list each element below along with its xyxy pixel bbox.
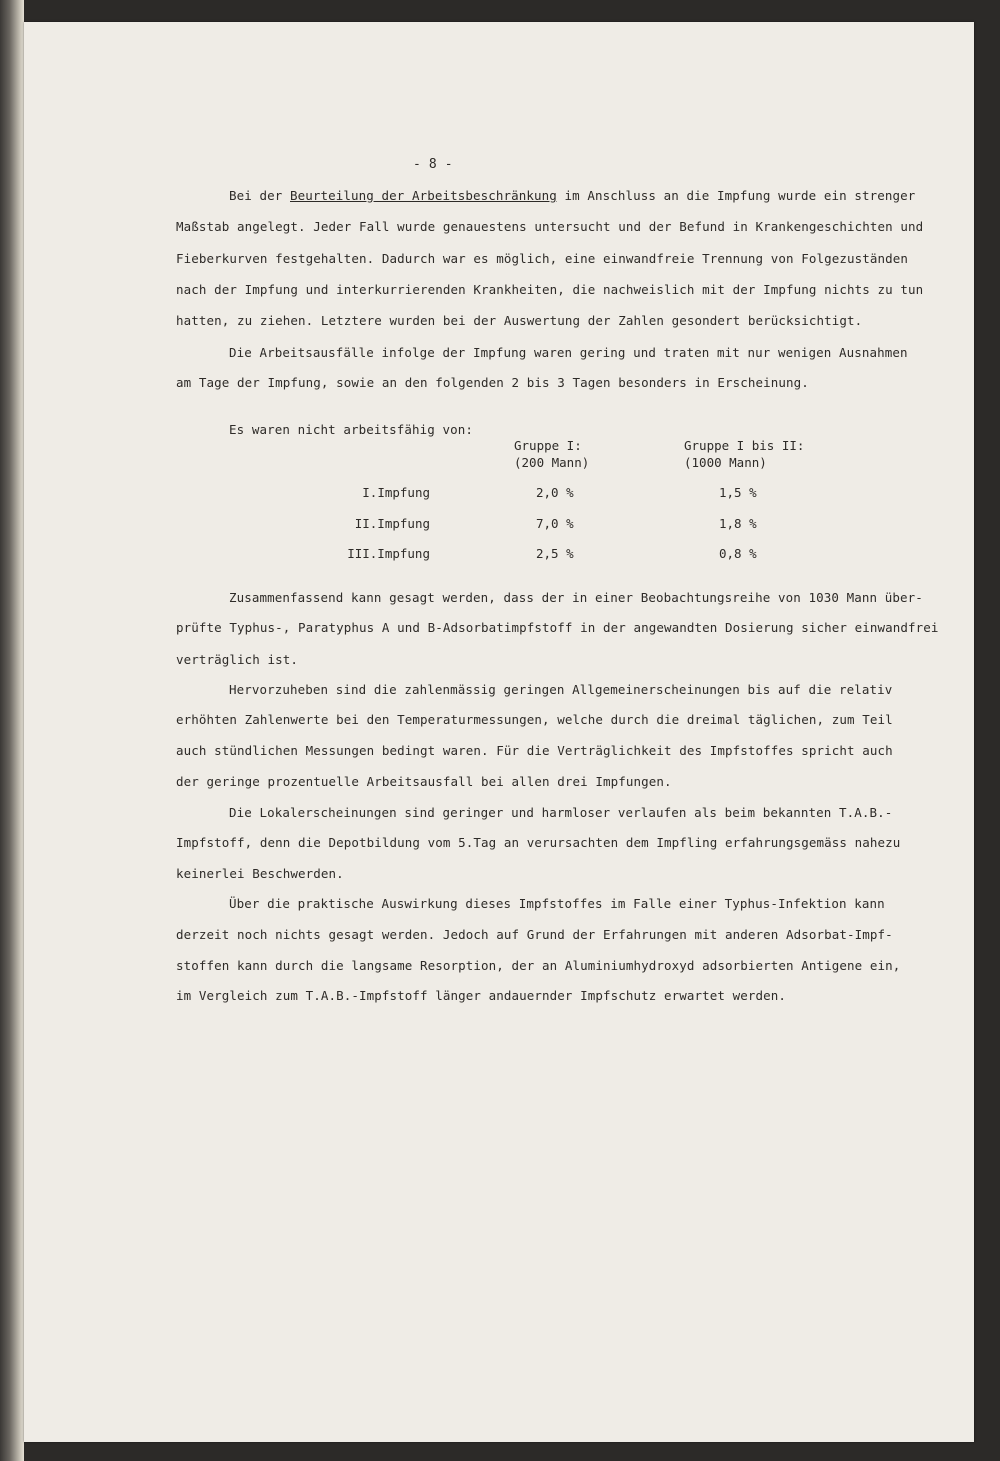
- para5-line2: Impfstoff, denn die Depotbildung vom 5.Tag an verursachten dem Impfling erfahrungsgemäss nahezu: [176, 835, 901, 850]
- table-row-label: III.Impfung: [347, 546, 430, 561]
- para1-line1-post: im Anschluss an die Impfung wurde ein strenger: [556, 188, 916, 203]
- table-cell-g2: 1,5 %: [719, 485, 757, 500]
- book-binding-edge: [0, 0, 24, 1461]
- para5-line1: Die Lokalerscheinungen sind geringer und harmloser verlaufen als beim bekannten T.A.B.-: [229, 805, 893, 820]
- para1-line2: Maßstab angelegt. Jeder Fall wurde genauestens untersucht und der Befund in Krankengeschichten und: [176, 219, 924, 234]
- table-intro: Es waren nicht arbeitsfähig von:: [229, 422, 474, 437]
- para3-line1: Zusammenfassend kann gesagt werden, dass der in einer Beobachtungsreihe von 1030 Mann über-: [229, 590, 923, 605]
- para4-line1: Hervorzuheben sind die zahlenmässig geringen Allgemeinerscheinungen bis auf die relativ: [229, 682, 893, 697]
- table-cell-g1: 2,5 %: [536, 546, 574, 561]
- para5-line3: keinerlei Beschwerden.: [176, 866, 344, 881]
- para1-line1: [229, 190, 915, 203]
- para1-line3: Fieberkurven festgehalten. Dadurch war es möglich, eine einwandfreie Trennung von Folgezuständen: [176, 251, 909, 266]
- table-col1-sub: (200 Mann): [514, 455, 590, 470]
- table-row-label: II.Impfung: [354, 516, 430, 531]
- para4-line4: der geringe prozentuelle Arbeitsausfall bei allen drei Impfungen.: [176, 774, 672, 789]
- para1-line4: nach der Impfung und interkurrierenden Krankheiten, die nachweislich mit der Impfung nichts zu tun: [176, 282, 924, 297]
- para1-line1-pre: Bei der: [229, 188, 291, 203]
- page-number: - 8 -: [413, 157, 453, 172]
- table-cell-g1: 2,0 %: [536, 485, 574, 500]
- table-col2-header: Gruppe I bis II:: [684, 438, 805, 453]
- document-page: [24, 22, 974, 1442]
- para3-line3: verträglich ist.: [176, 652, 299, 667]
- table-cell-g1: 7,0 %: [536, 516, 574, 531]
- para1-line5: hatten, zu ziehen. Letztere wurden bei der Auswertung der Zahlen gesondert berücksichtigt.: [176, 313, 863, 328]
- para6-line4: im Vergleich zum T.A.B.-Impfstoff länger andauernder Impfschutz erwartet werden.: [176, 988, 787, 1003]
- para4-line2: erhöhten Zahlenwerte bei den Temperaturmessungen, welche durch die dreimal täglichen, zum Teil: [176, 712, 893, 727]
- table-row-label: I.Impfung: [362, 485, 430, 500]
- para3-line2: prüfte Typhus-, Paratyphus A und B-Adsorbatimpfstoff in der angewandten Dosierung sicher einwandfrei: [176, 620, 939, 635]
- para6-line3: stoffen kann durch die langsame Resorption, der an Aluminiumhydroxyd adsorbierten Antigene ein,: [176, 958, 901, 973]
- table-cell-g2: 0,8 %: [719, 546, 757, 561]
- para2-line2: am Tage der Impfung, sowie an den folgenden 2 bis 3 Tagen besonders in Erscheinung.: [176, 375, 809, 390]
- para1-underlined-term: Beurteilung der Arbeitsbeschränkung: [290, 188, 557, 203]
- para2-line1: Die Arbeitsausfälle infolge der Impfung waren gering und traten mit nur wenigen Ausnahmen: [229, 345, 908, 360]
- para6-line2: derzeit noch nichts gesagt werden. Jedoch auf Grund der Erfahrungen mit anderen Adsorbat-Impf-: [176, 927, 893, 942]
- para6-line1: Über die praktische Auswirkung dieses Impfstoffes im Falle einer Typhus-Infektion kann: [229, 896, 885, 911]
- table-cell-g2: 1,8 %: [719, 516, 757, 531]
- table-col1-header: Gruppe I:: [514, 438, 582, 453]
- table-col2-sub: (1000 Mann): [684, 455, 767, 470]
- para4-line3: auch stündlichen Messungen bedingt waren. Für die Verträglichkeit des Impfstoffes spricht auch: [176, 743, 893, 758]
